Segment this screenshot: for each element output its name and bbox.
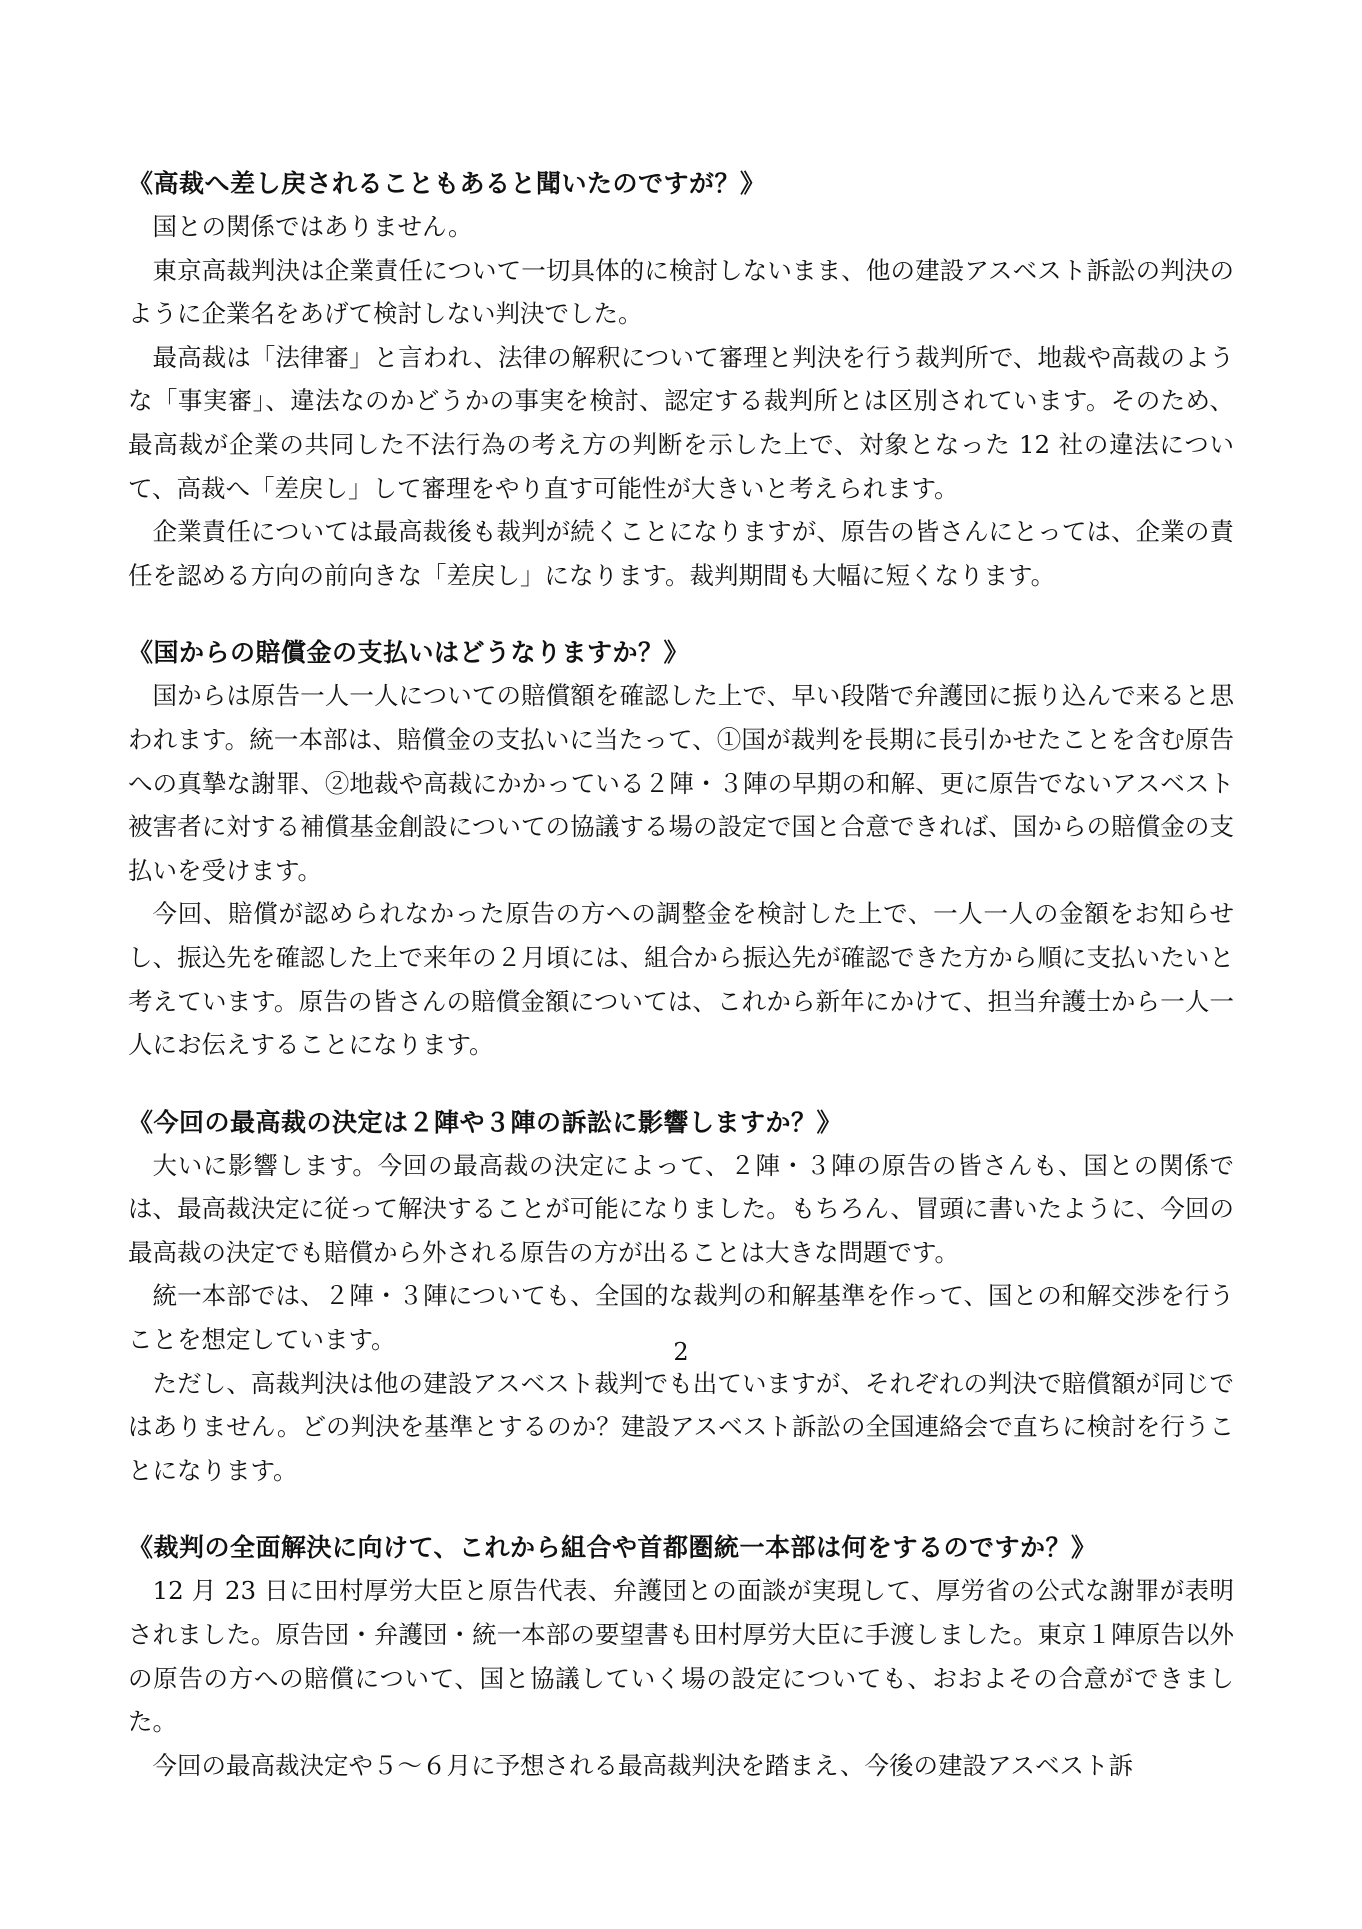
- paragraph: 大いに影響します。今回の最高裁の決定によって、２陣・３陣の原告の皆さんも、国との関係では、最高裁決定に従って解決することが可能になりました。もちろん、冒頭に書いたように、今回の最高裁の決定でも賠償から外される原告の方が出ることは大きな問題です。: [128, 1150, 1234, 1267]
- section-compensation: [128, 631, 1234, 1066]
- paragraph: 最高裁は「法律審」と言われ、法律の解釈について審理と判決を行う裁判所で、地裁や高裁のような「事実審」、違法なのかどうかの事実を検討、認定する裁判所とは区別されています。そのため、最高裁が企業の共同した不法行為の考え方の判断を示した上で、対象となった 12 社の違法について、高裁へ「差戻し」して審理をやり直す可能性が大きいと考えられます。: [128, 342, 1234, 503]
- paragraph: 統一本部では、２陣・３陣についても、全国的な裁判の和解基準を作って、国との和解交渉を行うことを想定しています。: [128, 1281, 1234, 1355]
- page-number: 2: [673, 1338, 689, 1366]
- section-heading: 《高裁へ差し戻されることもあると聞いたのですが？》: [128, 169, 766, 198]
- paragraph: 企業責任については最高裁後も裁判が続くことになりますが、原告の皆さんにとっては、企業の責任を認める方向の前向きな「差戻し」になります。裁判期間も大幅に短くなります。: [128, 517, 1234, 590]
- paragraph: 今回、賠償が認められなかった原告の方への調整金を検討した上で、一人一人の金額をお知らせし、振込先を確認した上で来年の２月頃には、組合から振込先が確認できた方から順に支払いたいと考えています。原告の皆さんの賠償金額については、これから新年にかけて、担当弁護士から一人一人にお伝えすることになります。: [128, 899, 1234, 1060]
- paragraph: ただし、高裁判決は他の建設アスベスト裁判でも出ていますが、それぞれの判決で賠償額が同じではありません。どの判決を基準とするのか？建設アスベスト訴訟の全国連絡会で直ちに検討を行うことになります。: [128, 1368, 1234, 1485]
- section-remand: [128, 162, 1234, 597]
- paragraph: 国との関係ではありません。: [152, 212, 473, 241]
- section-resolution: [128, 1526, 1234, 1787]
- paragraph: 今回の最高裁決定や５～６月に予想される最高裁判決を踏まえ、今後の建設アスベスト訴: [152, 1750, 1133, 1780]
- section-heading: 《今回の最高裁の決定は２陣や３陣の訴訟に影響しますか？》: [128, 1107, 843, 1137]
- section-heading: 《国からの賠償金の支払いはどうなりますか？》: [128, 638, 690, 668]
- paragraph: 国からは原告一人一人についての賠償額を確認した上で、早い段階で弁護団に振り込んで来ると思われます。統一本部は、賠償金の支払いに当たって、①国が裁判を長期に長引かせたことを含む原告への真摯な謝罪、②地裁や高裁にかかっている２陣・３陣の早期の和解、更に原告でないアスベスト被害者に対する補償基金創設についての協議する場の設定で国と合意できれば、国からの賠償金の支払いを受けます。: [128, 681, 1234, 885]
- paragraph: 東京高裁判決は企業責任について一切具体的に検討しないまま、他の建設アスベスト訴訟の判決のように企業名をあげて検討しない判決でした。: [128, 255, 1234, 329]
- section-heading: 《裁判の全面解決に向けて、これから組合や首都圏統一本部は何をするのですか？》: [128, 1533, 1097, 1563]
- paragraph: 12 月 23 日に田村厚労大臣と原告代表、弁護団との面談が実現して、厚労省の公式な謝罪が表明されました。原告団・弁護団・統一本部の要望書も田村厚労大臣に手渡しました。東京１陣原告以外の原告の方への賠償について、国と協議していく場の設定についても、おおよその合意ができました。: [128, 1576, 1234, 1737]
- document-body: [128, 162, 1234, 1821]
- section-impact: [128, 1101, 1234, 1493]
